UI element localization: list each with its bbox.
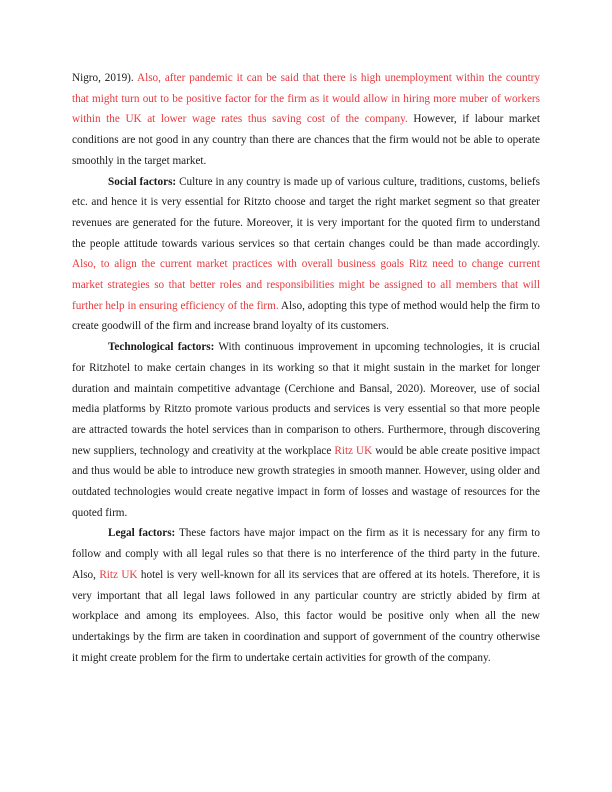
paragraph-text: hotel is very well-known for all its services that are offered at its hotels. Therefore, it is very important that all legal laws followed in any particular country are strictly abided by firm at workplace and among its employees. Also, this factor would be positive only when all the new undertakings by the firm are taken in coordination and support of government of the country otherwise it might create problem for the firm to undertake certain activities for growth of the company. bbox=[72, 568, 540, 664]
highlighted-text: Also, after pandemic it can be said that there is high unemployment within the country that might turn out to be positive factor for the firm as it would allow in hiring more muber of workers within the UK at lower wage rates thus saving cost of the company. bbox=[72, 72, 540, 126]
social-factors-heading: Social factors: bbox=[108, 175, 177, 188]
paragraph-text: Nigro, 2019). bbox=[72, 72, 137, 84]
highlighted-text: Ritz UK bbox=[334, 444, 373, 457]
paragraph-text: Culture in any country is made up of various culture, traditions, customs, beliefs etc. and hence it is very essential for Ritzto choose and target the right market segment so that greater revenues are generated for the future. Moreover, it is very important for the quoted firm to understand the people attitude towards various services so that certain changes could be than made accordingly. bbox=[72, 175, 541, 250]
highlighted-text: Ritz UK bbox=[99, 568, 138, 581]
paragraph-text: Also, adopting this type of method would help the firm to create goodwill of the firm and increase brand loyalty of its customers. bbox=[72, 299, 540, 333]
paragraph-text: These factors have major impact on the firm as it is necessary for any firm to follow and comply with all legal rules so that there is no interference of the third party in the future. Also, bbox=[72, 527, 540, 581]
paragraph-text: With continuous improvement in upcoming technologies, it is crucial for Ritzhotel to make certain changes in its working so that it might sustain in the market for longer duration and maintain competitive advantage (Cerchione and Bansal, 2020). Moreover, use of social media platforms by Ritzto promote various products and services is very essential so that more people are attracted towards the hotel services than in comparison to others. Furthermore, through discovering new suppliers, technology and creativity at the workplace bbox=[72, 341, 540, 457]
highlighted-text: Also, to align the current market practices with overall business goals Ritz need to change current market strategies so that better roles and responsibilities might be assigned to all members that will further help in ensuring efficiency of the firm. bbox=[72, 258, 540, 312]
legal-factors-heading: Legal factors: bbox=[108, 527, 176, 540]
paragraph-text: would be able create positive impact and thus would be able to introduce new growth strategies in smooth manner. However, using older and outdated technologies would create negative impact in form of losses and wastage of resources for the quoted firm. bbox=[72, 444, 540, 519]
technological-factors-heading: Technological factors: bbox=[108, 341, 215, 354]
paragraph-social-factors bbox=[72, 172, 540, 338]
paragraph-technological-factors bbox=[72, 337, 540, 523]
paragraph-legal-factors bbox=[72, 523, 540, 668]
paragraph-intro bbox=[72, 68, 540, 172]
paragraph-text: However, if labour market conditions are not good in any country than there are chances that the firm would not be able to operate smoothly in the target market. bbox=[72, 113, 540, 167]
